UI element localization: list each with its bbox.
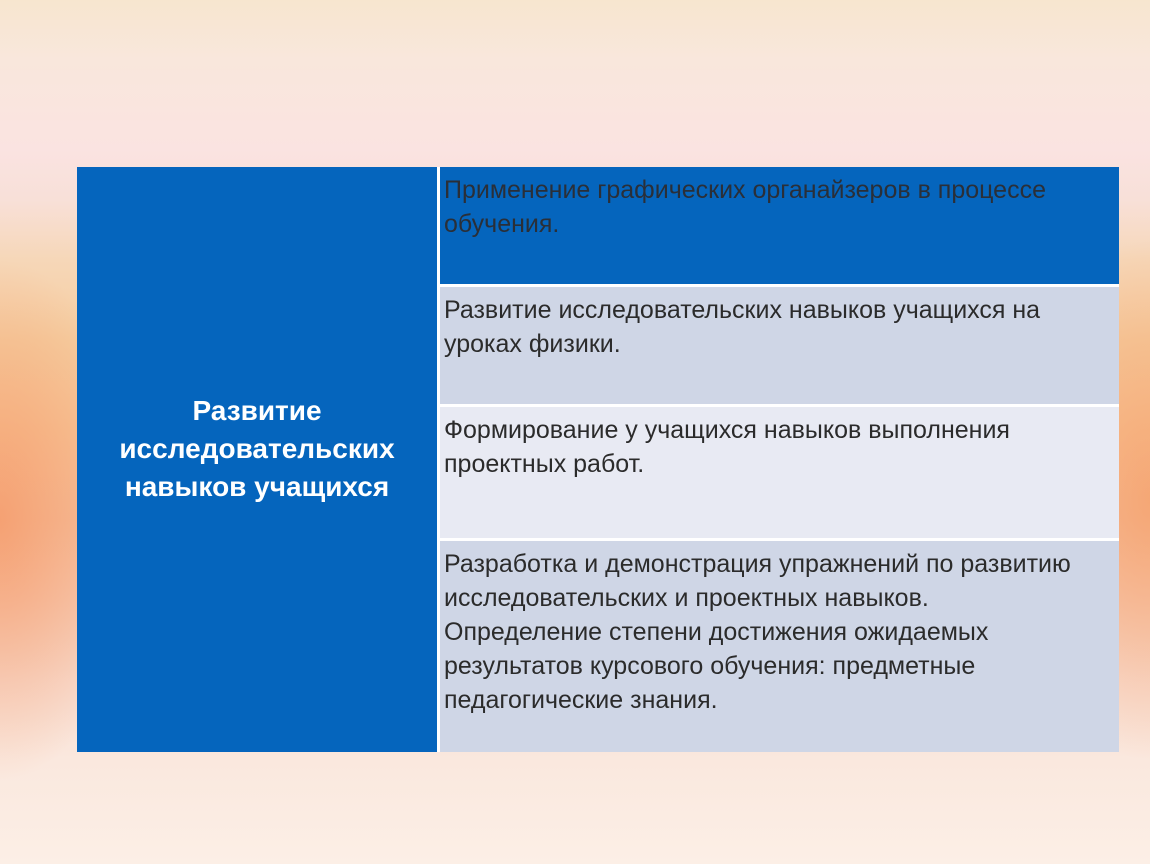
row-text: Развитие исследовательских навыков учащихся на уроках физики.	[444, 296, 1041, 358]
row-text: Применение графических органайзеров в процессе обучения.	[444, 176, 1046, 238]
left-heading-text: Развитие исследовательских навыков учащихся	[119, 394, 395, 502]
table-row	[440, 541, 1119, 752]
left-heading-cell	[77, 167, 437, 752]
row-text-part2: Определение степени достижения ожидаемых результатов курсового обучения: предметные педагогические знания.	[444, 618, 989, 714]
table-row	[440, 167, 1119, 284]
table-row	[440, 407, 1119, 538]
row-text: Формирование у учащихся навыков выполнения проектных работ.	[444, 416, 1010, 478]
slide-table	[77, 167, 1119, 752]
table-row	[440, 287, 1119, 404]
row-text-part1: Разработка и демонстрация упражнений по развитию исследовательских и проектных навыков.	[444, 550, 1071, 612]
